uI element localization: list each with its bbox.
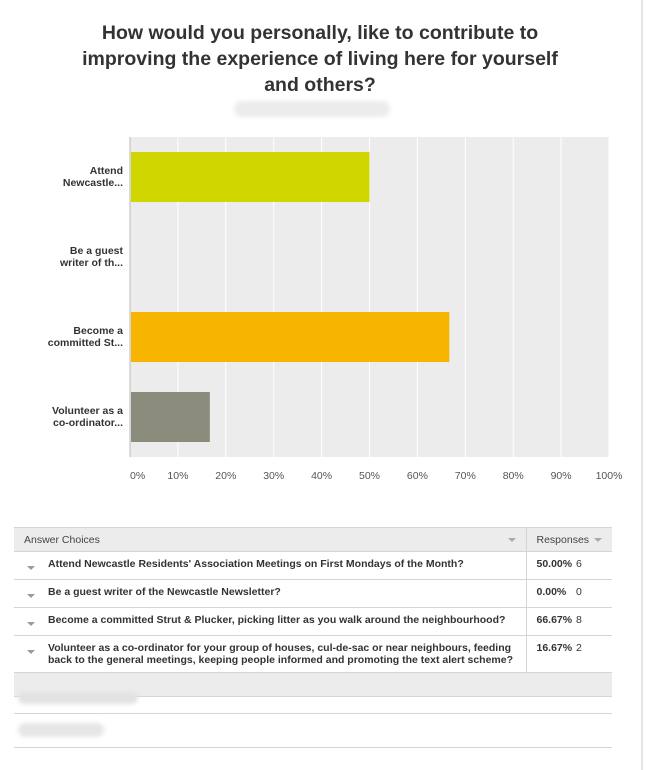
response-count: 6 [576,552,612,580]
x-tick-label: 20% [215,470,237,482]
response-percent: 66.67% [526,608,576,636]
expand-row-button[interactable] [14,552,48,580]
redacted-subtitle [234,101,390,117]
chevron-down-icon[interactable] [27,566,35,570]
category-label: Attend Newcastle... [62,165,123,189]
x-tick-label: 30% [263,470,285,482]
chevron-down-icon[interactable] [27,594,35,598]
x-tick-label: 60% [406,470,428,482]
responses-header[interactable] [526,528,612,552]
expand-row-button[interactable] [14,608,48,636]
answer-choice-text: Become a committed Strut & Plucker, picking litter as you walk around the neighbourhood? [48,608,526,636]
answer-choice-text: Be a guest writer of the Newcastle Newsletter? [48,580,526,608]
response-count: 2 [576,636,612,673]
category-label: Become a committed St... [47,325,123,349]
table-row [14,552,612,580]
x-tick-label: 70% [454,470,476,482]
x-tick-label: 0% [130,470,146,482]
answer-choice-text: Attend Newcastle Residents' Association Meetings on First Mondays of the Month? [48,552,526,580]
table-row [14,636,612,673]
x-tick-label: 40% [311,470,333,482]
responses-header-label: Responses [536,533,590,546]
table-header-row [14,528,612,552]
answer-choices-header-label: Answer Choices [24,533,100,546]
chevron-down-icon[interactable] [27,650,35,654]
response-percent: 0.00% [526,580,576,608]
x-tick-label: 10% [167,470,189,482]
divider [14,747,612,748]
table-row [14,580,612,608]
response-count: 0 [576,580,612,608]
x-tick-label: 50% [358,470,381,482]
table-row [14,608,612,636]
redacted-total [18,692,138,704]
category-label: Volunteer as a co-ordinator... [52,405,123,429]
response-count: 8 [576,608,612,636]
bar[interactable] [131,312,449,362]
x-tick-label: 100% [595,470,623,482]
chevron-down-icon[interactable] [594,538,602,542]
bar[interactable] [131,152,370,202]
bar[interactable] [131,392,210,442]
answer-choice-text: Volunteer as a co-ordinator for your group of houses, cul-de-sac or near neighbours, feeding back to the general meetings, keeping people informed and promoting the text alert scheme? [48,636,526,673]
response-percent: 16.67% [526,636,576,673]
bar-chart [0,125,640,485]
x-tick-label: 90% [550,470,572,482]
answer-table [14,527,612,697]
divider [14,713,612,714]
response-percent: 50.00% [526,552,576,580]
expand-row-button[interactable] [14,580,48,608]
chevron-down-icon[interactable] [508,538,516,542]
answer-choices-header[interactable] [14,528,526,552]
x-tick-label: 80% [502,470,524,482]
category-label: Be a guest writer of th... [60,245,123,269]
expand-row-button[interactable] [14,636,48,673]
chart-title: How would you personally, like to contribute to improving the experience of living here for yourself and others? [82,22,558,96]
frame-border [641,0,643,770]
redacted-link [18,723,104,737]
chevron-down-icon[interactable] [27,622,35,626]
